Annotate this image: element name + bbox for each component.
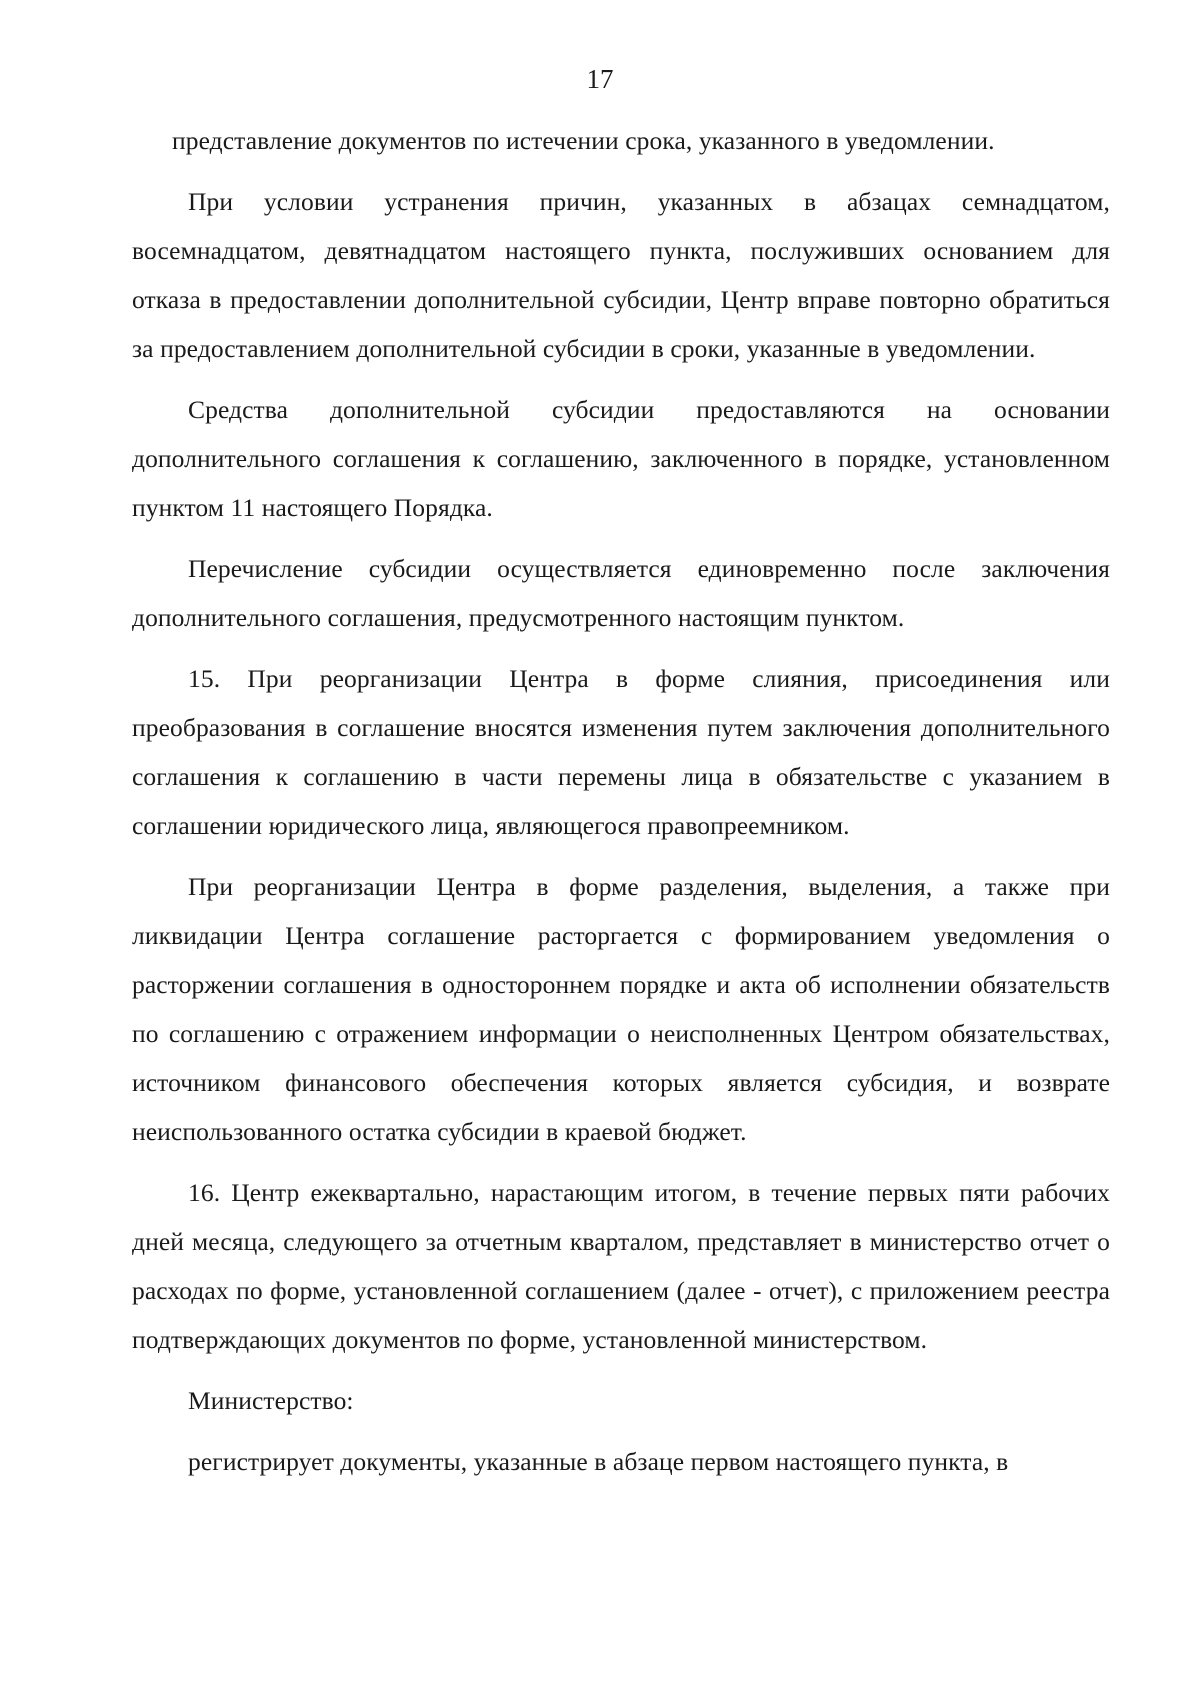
paragraph-9: регистрирует документы, указанные в абзаце первом настоящего пункта, в: [188, 1447, 1009, 1476]
paragraph-1: представление документов по истечении срока, указанного в уведомлении.: [172, 126, 995, 155]
paragraph-7-item-16: 16. Центр ежеквартально, нарастающим итогом, в течение первых пяти рабочих дней месяца, следующего за отчетным кварталом, представляет в министерство отчет о расходах по форме, установленной соглашением (далее - отчет), с приложением реестра подтверждающих документов по форме, установленной министерством.: [132, 1178, 1110, 1354]
paragraph-6: При реорганизации Центра в форме разделения, выделения, а также при ликвидации Центра соглашение расторгается с формированием уведомления о расторжении соглашения в одностороннем порядке и акта об исполнении обязательств по соглашению с отражением информации о неисполненных Центром обязательствах, источником финансового обеспечения которых является субсидия, и возврате неиспользованного остатка субсидии в краевой бюджет.: [132, 872, 1110, 1146]
paragraph-2: При условии устранения причин, указанных в абзацах семнадцатом, восемнадцатом, девятнадцатом настоящего пункта, послуживших основанием для отказа в предоставлении дополнительной субсидии, Центр вправе повторно обратиться за предоставлением дополнительной субсидии в сроки, указанные в уведомлении.: [132, 187, 1110, 363]
paragraph-4: Перечисление субсидии осуществляется единовременно после заключения дополнительного соглашения, предусмотренного настоящим пунктом.: [132, 554, 1110, 632]
page-number: 17: [586, 64, 614, 94]
paragraph-3: Средства дополнительной субсидии предоставляются на основании дополнительного соглашения к соглашению, заключенного в порядке, установленном пунктом 11 настоящего Порядка.: [132, 395, 1110, 522]
paragraph-5-item-15: 15. При реорганизации Центра в форме слияния, присоединения или преобразования в соглашение вносятся изменения путем заключения дополнительного соглашения к соглашению в части перемены лица в обязательстве с указанием в соглашении юридического лица, являющегося правопреемником.: [132, 664, 1110, 840]
paragraph-8: Министерство:: [188, 1386, 354, 1415]
document-body: [132, 116, 1110, 1486]
